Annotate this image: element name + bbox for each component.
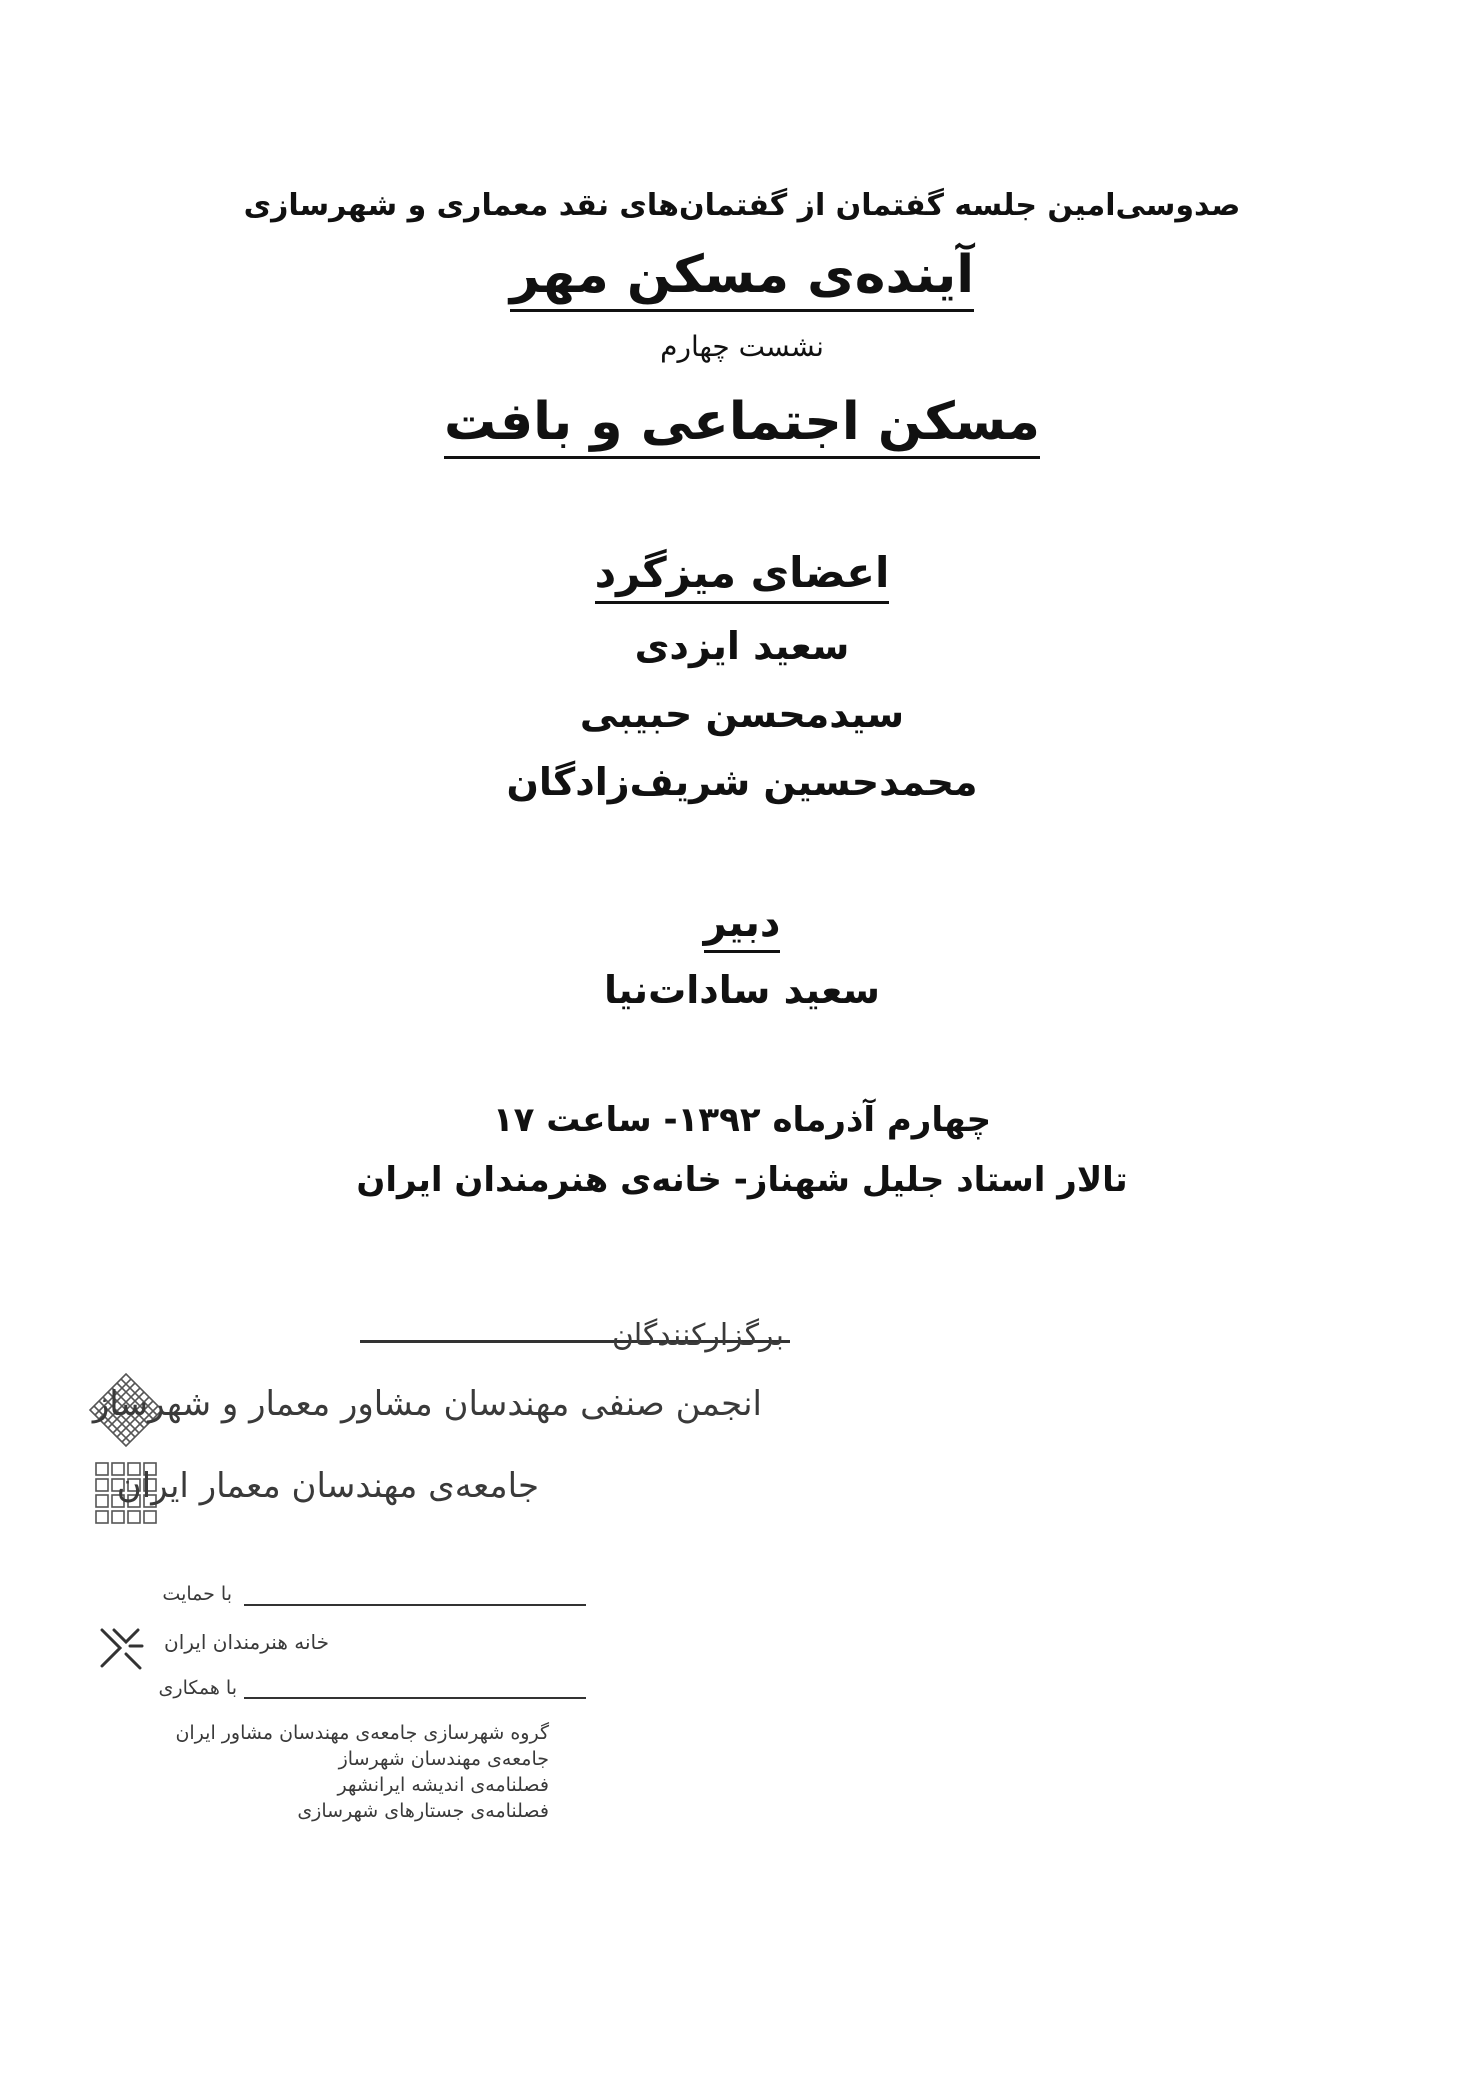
session-title bbox=[0, 392, 1484, 459]
panel-member: محمدحسین شریف‌زادگان bbox=[506, 760, 978, 804]
collaborator-name: فصلنامه‌ی جستارهای شهرسازی bbox=[297, 1800, 549, 1822]
main-title-text: آینده‌ی مسکن مهر bbox=[510, 245, 974, 312]
collaboration-rule bbox=[244, 1697, 586, 1699]
collaborator-name: فصلنامه‌ی اندیشه ایرانشهر bbox=[337, 1774, 549, 1796]
panel-member: سیدمحسن حبیبی bbox=[579, 692, 905, 736]
organizer-name: انجمن صنفی مهندسان مشاور معمار و شهرساز bbox=[92, 1384, 762, 1424]
support-name: خانه هنرمندان ایران bbox=[164, 1630, 329, 1654]
event-venue: تالار استاد جلیل شهناز- خانه‌ی هنرمندان ایران bbox=[356, 1160, 1128, 1200]
secretary-name: سعید سادات‌نیا bbox=[604, 968, 880, 1012]
support-rule bbox=[244, 1604, 586, 1606]
organizer-name: جامعه‌ی مهندسان معمار ایران bbox=[116, 1466, 539, 1506]
secretary-heading bbox=[0, 900, 1484, 953]
session-label: نشست چهارم bbox=[660, 330, 824, 363]
event-date: چهارم آذرماه ۱۳۹۲- ساعت ۱۷ bbox=[492, 1100, 992, 1140]
main-title bbox=[0, 245, 1484, 312]
session-title-text: مسکن اجتماعی و بافت bbox=[444, 392, 1040, 459]
panel-member: سعید ایزدی bbox=[634, 624, 850, 668]
collaborator-name: گروه شهرسازی جامعه‌ی مهندسان مشاور ایران bbox=[175, 1722, 549, 1744]
collaboration-heading: با همکاری bbox=[158, 1677, 237, 1699]
organizers-heading: برگزارکنندگان bbox=[611, 1318, 784, 1353]
collaborator-name: جامعه‌ی مهندسان شهرساز bbox=[338, 1748, 549, 1770]
panel-heading bbox=[0, 548, 1484, 604]
support-heading: با حمایت bbox=[162, 1583, 232, 1605]
secretary-heading-text: دبیر bbox=[704, 900, 781, 953]
artists-house-logo-icon bbox=[96, 1624, 148, 1672]
panel-heading-text: اعضای میزگرد bbox=[595, 548, 890, 604]
series-line: صدوسی‌امین جلسه گفتمان از گفتمان‌های نقد معماری و شهرسازی bbox=[243, 188, 1241, 223]
